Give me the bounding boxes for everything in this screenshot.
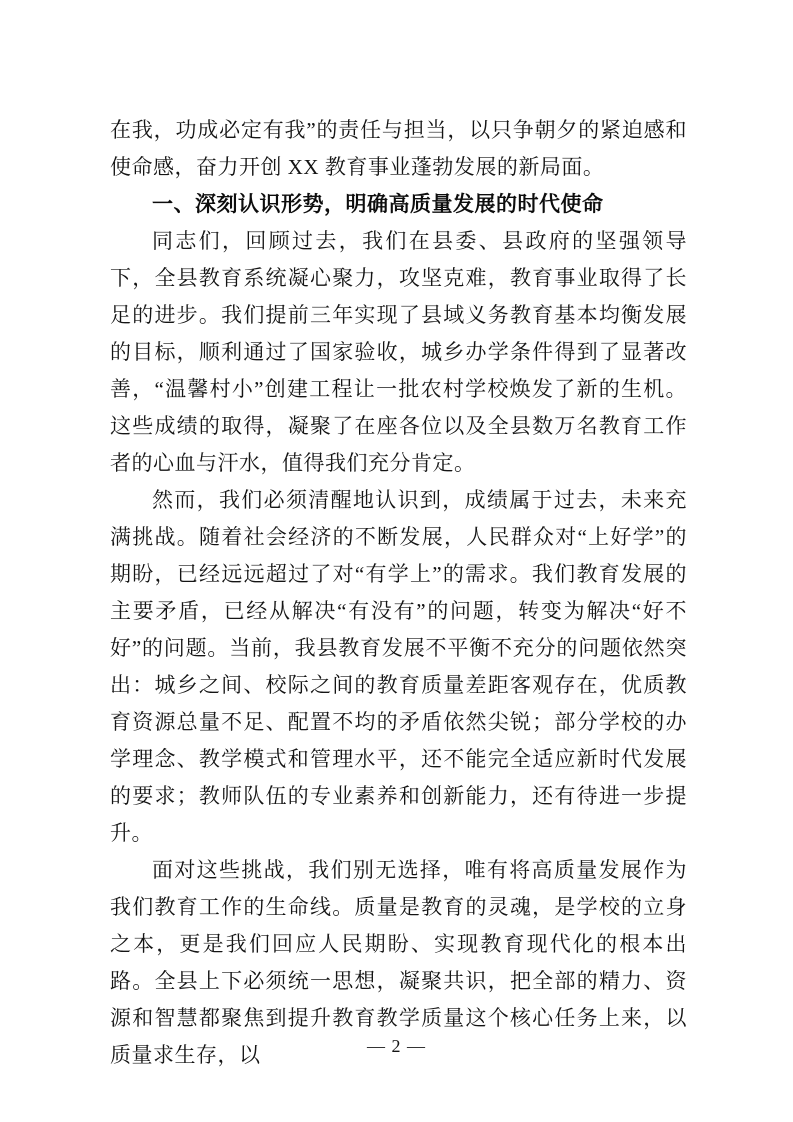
paragraph: 同志们，回顾过去，我们在县委、县政府的坚强领导下，全县教育系统凝心聚力，攻坚克难，教育事业取得了长足的进步。我们提前三年实现了县域义务教育基本均衡发展的目标，顺利通过了国家验收，城乡办学条件得到了显著改善，“温馨村小”创建工程让一批农村学校焕发了新的生机。这些成绩的取得，凝聚了在座各位以及全县数万名教育工作者的心血与汗水，值得我们充分肯定。 (110, 229, 687, 475)
section-heading: 一、深刻认识形势，明确高质量发展的时代使命 (152, 193, 604, 216)
document-body (110, 112, 687, 1074)
paragraph: 然而，我们必须清醒地认识到，成绩属于过去，未来充满挑战。随着社会经济的不断发展，人民群众对“上好学”的期盼，已经远远超过了对“有学上”的需求。我们教育发展的主要矛盾，已经从解决“有没有”的问题，转变为解决“好不好”的问题。当前，我县教育发展不平衡不充分的问题依然突出：城乡之间、校际之间的教育质量差距客观存在，优质教育资源总量不足、配置不均的矛盾依然尖锐；部分学校的办学理念、教学模式和管理水平，还不能完全适应新时代发展的要求；教师队伍的专业素养和创新能力，还有待进一步提升。 (110, 488, 687, 845)
paragraph-continuation: 在我，功成必定有我”的责任与担当，以只争朝夕的紧迫感和使命感，奋力开创 XX 教育事业蓬勃发展的新局面。 (110, 118, 687, 179)
paragraph: 面对这些挑战，我们别无选择，唯有将高质量发展作为我们教育工作的生命线。质量是教育的灵魂，是学校的立身之本，更是我们回应人民期盼、实现教育现代化的根本出路。全县上下必须统一思想，凝聚共识，把全部的精力、资源和智慧都聚焦到提升教育教学质量这个核心任务上来，以质量求生存，以 (110, 858, 687, 1067)
page-number: — 2 — (367, 1036, 426, 1056)
